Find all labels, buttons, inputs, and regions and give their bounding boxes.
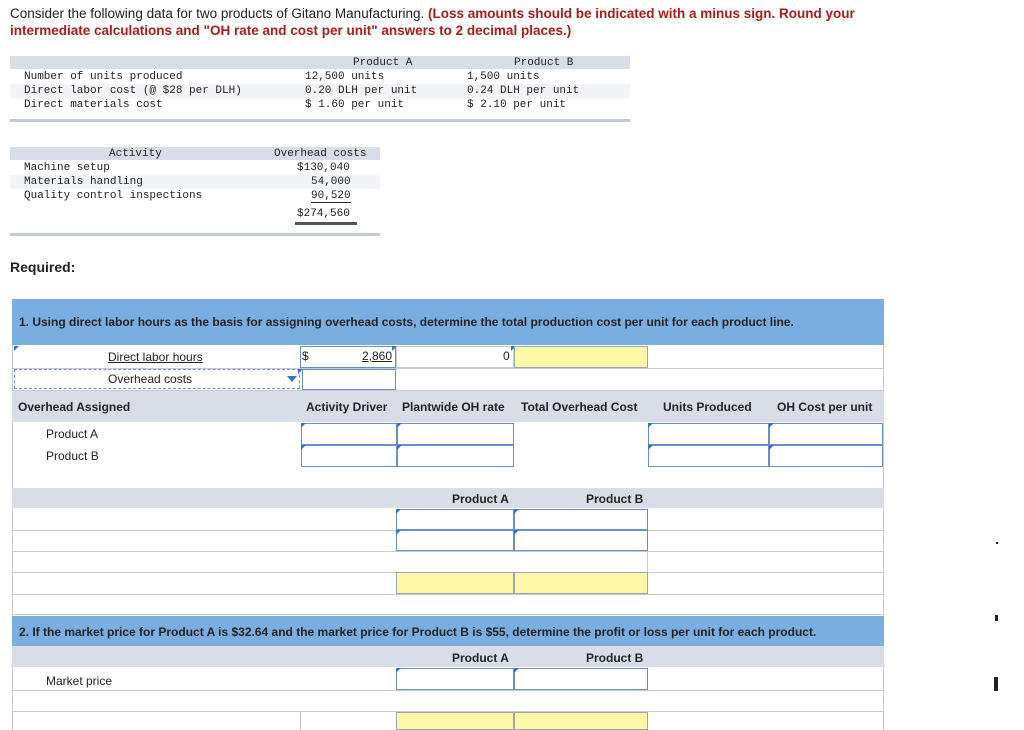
grid-hline [12, 614, 884, 615]
row-label-units: Number of units produced [24, 71, 183, 83]
scroll-indicator-icon [995, 615, 998, 621]
profit-product-b[interactable] [514, 712, 648, 730]
activity-driver-header: Activity Driver [306, 400, 388, 414]
rate-yellow-cell[interactable] [514, 346, 648, 368]
cost-row1-product-b[interactable] [514, 509, 648, 530]
grid-vline [300, 711, 301, 730]
cell-marker-icon [396, 668, 401, 673]
cell-marker-icon [648, 445, 653, 450]
cost-header-bar [12, 488, 884, 508]
dropdown-overhead-costs: Overhead costs [108, 372, 193, 386]
cell-marker-icon [769, 445, 774, 450]
cell-marker-icon [397, 423, 402, 428]
cost-header-product-b: Product B [586, 492, 644, 506]
grid-hline [12, 690, 884, 691]
grid-hline [12, 594, 884, 595]
total-underline [295, 222, 357, 225]
cell-marker-icon [301, 445, 306, 450]
cell-marker-icon [648, 423, 653, 428]
total-cost-product-b[interactable] [514, 572, 648, 594]
profit-product-a[interactable] [396, 712, 514, 730]
overhead-costs-input[interactable] [302, 369, 396, 390]
cost-row2-product-a[interactable] [396, 530, 514, 551]
cost-row1-product-a[interactable] [396, 509, 514, 530]
units-a: 12,500 units [305, 71, 385, 83]
cost-header-product-a: Product A [452, 492, 509, 506]
cell-marker-icon [396, 530, 401, 535]
materials-a: $ 1.60 per unit [305, 99, 405, 111]
cell-marker-icon [769, 423, 774, 428]
activity-table-divider [10, 233, 380, 236]
product-b-plantwide-rate[interactable] [397, 445, 514, 467]
scroll-indicator-icon [996, 542, 998, 544]
labor-b: 0.24 DLH per unit [467, 85, 580, 97]
product-a-header: Product A [353, 57, 413, 69]
direct-labor-input[interactable] [300, 346, 396, 368]
product-b-oh-cost-per-unit[interactable] [769, 445, 883, 467]
row-marker-icon [14, 346, 19, 351]
cost-quality-control: 90,520 [311, 190, 351, 202]
q2-header-bar [12, 646, 884, 667]
dollar-sign: $ [302, 349, 309, 363]
row-label-materials: Direct materials cost [24, 99, 163, 111]
product-a-units-produced[interactable] [648, 423, 769, 445]
product-a-label: Product A [46, 427, 99, 441]
required-label: Required: [10, 259, 76, 275]
cell-marker-icon [301, 423, 306, 428]
q2-header-product-b: Product B [586, 651, 644, 665]
market-price-label: Market price [46, 674, 113, 688]
value-direct-labor: 2,860 [362, 349, 393, 363]
value-second: 0 [503, 349, 510, 363]
plantwide-rate-header: Plantwide OH rate [402, 400, 505, 414]
units-produced-header: Units Produced [663, 400, 752, 414]
total-overhead-header: Total Overhead Cost [521, 400, 638, 414]
units-b: 1,500 units [467, 71, 540, 83]
cell-marker-icon [514, 668, 519, 673]
cell-marker-icon [514, 530, 519, 535]
cost-materials-handling: 54,000 [311, 176, 351, 188]
overhead-costs-header: Overhead costs [274, 148, 367, 160]
product-a-plantwide-rate[interactable] [397, 423, 514, 445]
q2-header-product-a: Product A [452, 651, 509, 665]
product-a-activity-driver[interactable] [301, 423, 397, 445]
cost-machine-setup: $130,040 [297, 162, 350, 174]
q2-prompt: 2. If the market price for Product A is $32.64 and the market price for Product B is $55, determine the profit or loss per unit for each product. [19, 625, 817, 639]
activity-header: Activity [109, 148, 162, 160]
cell-marker-icon [397, 445, 402, 450]
activity-quality-control: Quality control inspections [24, 190, 203, 202]
labor-a: 0.20 DLH per unit [305, 85, 418, 97]
product-b-label: Product B [46, 449, 99, 463]
product-table-divider [10, 119, 630, 122]
scrollbar-thumb[interactable] [994, 677, 998, 691]
cell-marker-icon [298, 369, 303, 374]
activity-materials-handling: Materials handling [24, 176, 143, 188]
product-b-activity-driver[interactable] [301, 445, 397, 467]
instructions-note: (Loss amounts should be indicated with a minus sign. Round your intermediate calculations and "OH rate and cost per unit" answers to 2 decimal places.) [10, 6, 855, 38]
chevron-down-icon[interactable] [287, 376, 297, 382]
overhead-total: $274,560 [297, 208, 350, 220]
instructions-text: Consider the following data for two products of Gitano Manufacturing. [10, 6, 425, 21]
product-b-units-produced[interactable] [648, 445, 769, 467]
total-cost-product-a[interactable] [396, 572, 514, 594]
cell-marker-icon [396, 509, 401, 514]
overhead-assigned-label: Overhead Assigned [18, 400, 131, 414]
product-b-header: Product B [514, 57, 574, 69]
cost-row2-product-b[interactable] [514, 530, 648, 551]
cell-marker-icon [514, 509, 519, 514]
instructions [10, 5, 910, 39]
market-price-product-a[interactable] [396, 668, 514, 690]
product-a-oh-cost-per-unit[interactable] [769, 423, 883, 445]
second-value-cell[interactable] [396, 346, 514, 368]
materials-b: $ 2.10 per unit [467, 99, 567, 111]
market-price-product-b[interactable] [514, 668, 648, 690]
dropdown-direct-labor-hours[interactable]: Direct labor hours [108, 350, 203, 364]
grid-hline [12, 551, 884, 552]
activity-machine-setup: Machine setup [24, 162, 110, 174]
oh-cost-per-unit-header: OH Cost per unit [777, 400, 873, 414]
row-label-labor: Direct labor cost (@ $28 per DLH) [24, 85, 242, 97]
q1-prompt: 1. Using direct labor hours as the basis for assigning overhead costs, determine the total production cost per unit for each product line. [19, 315, 794, 329]
